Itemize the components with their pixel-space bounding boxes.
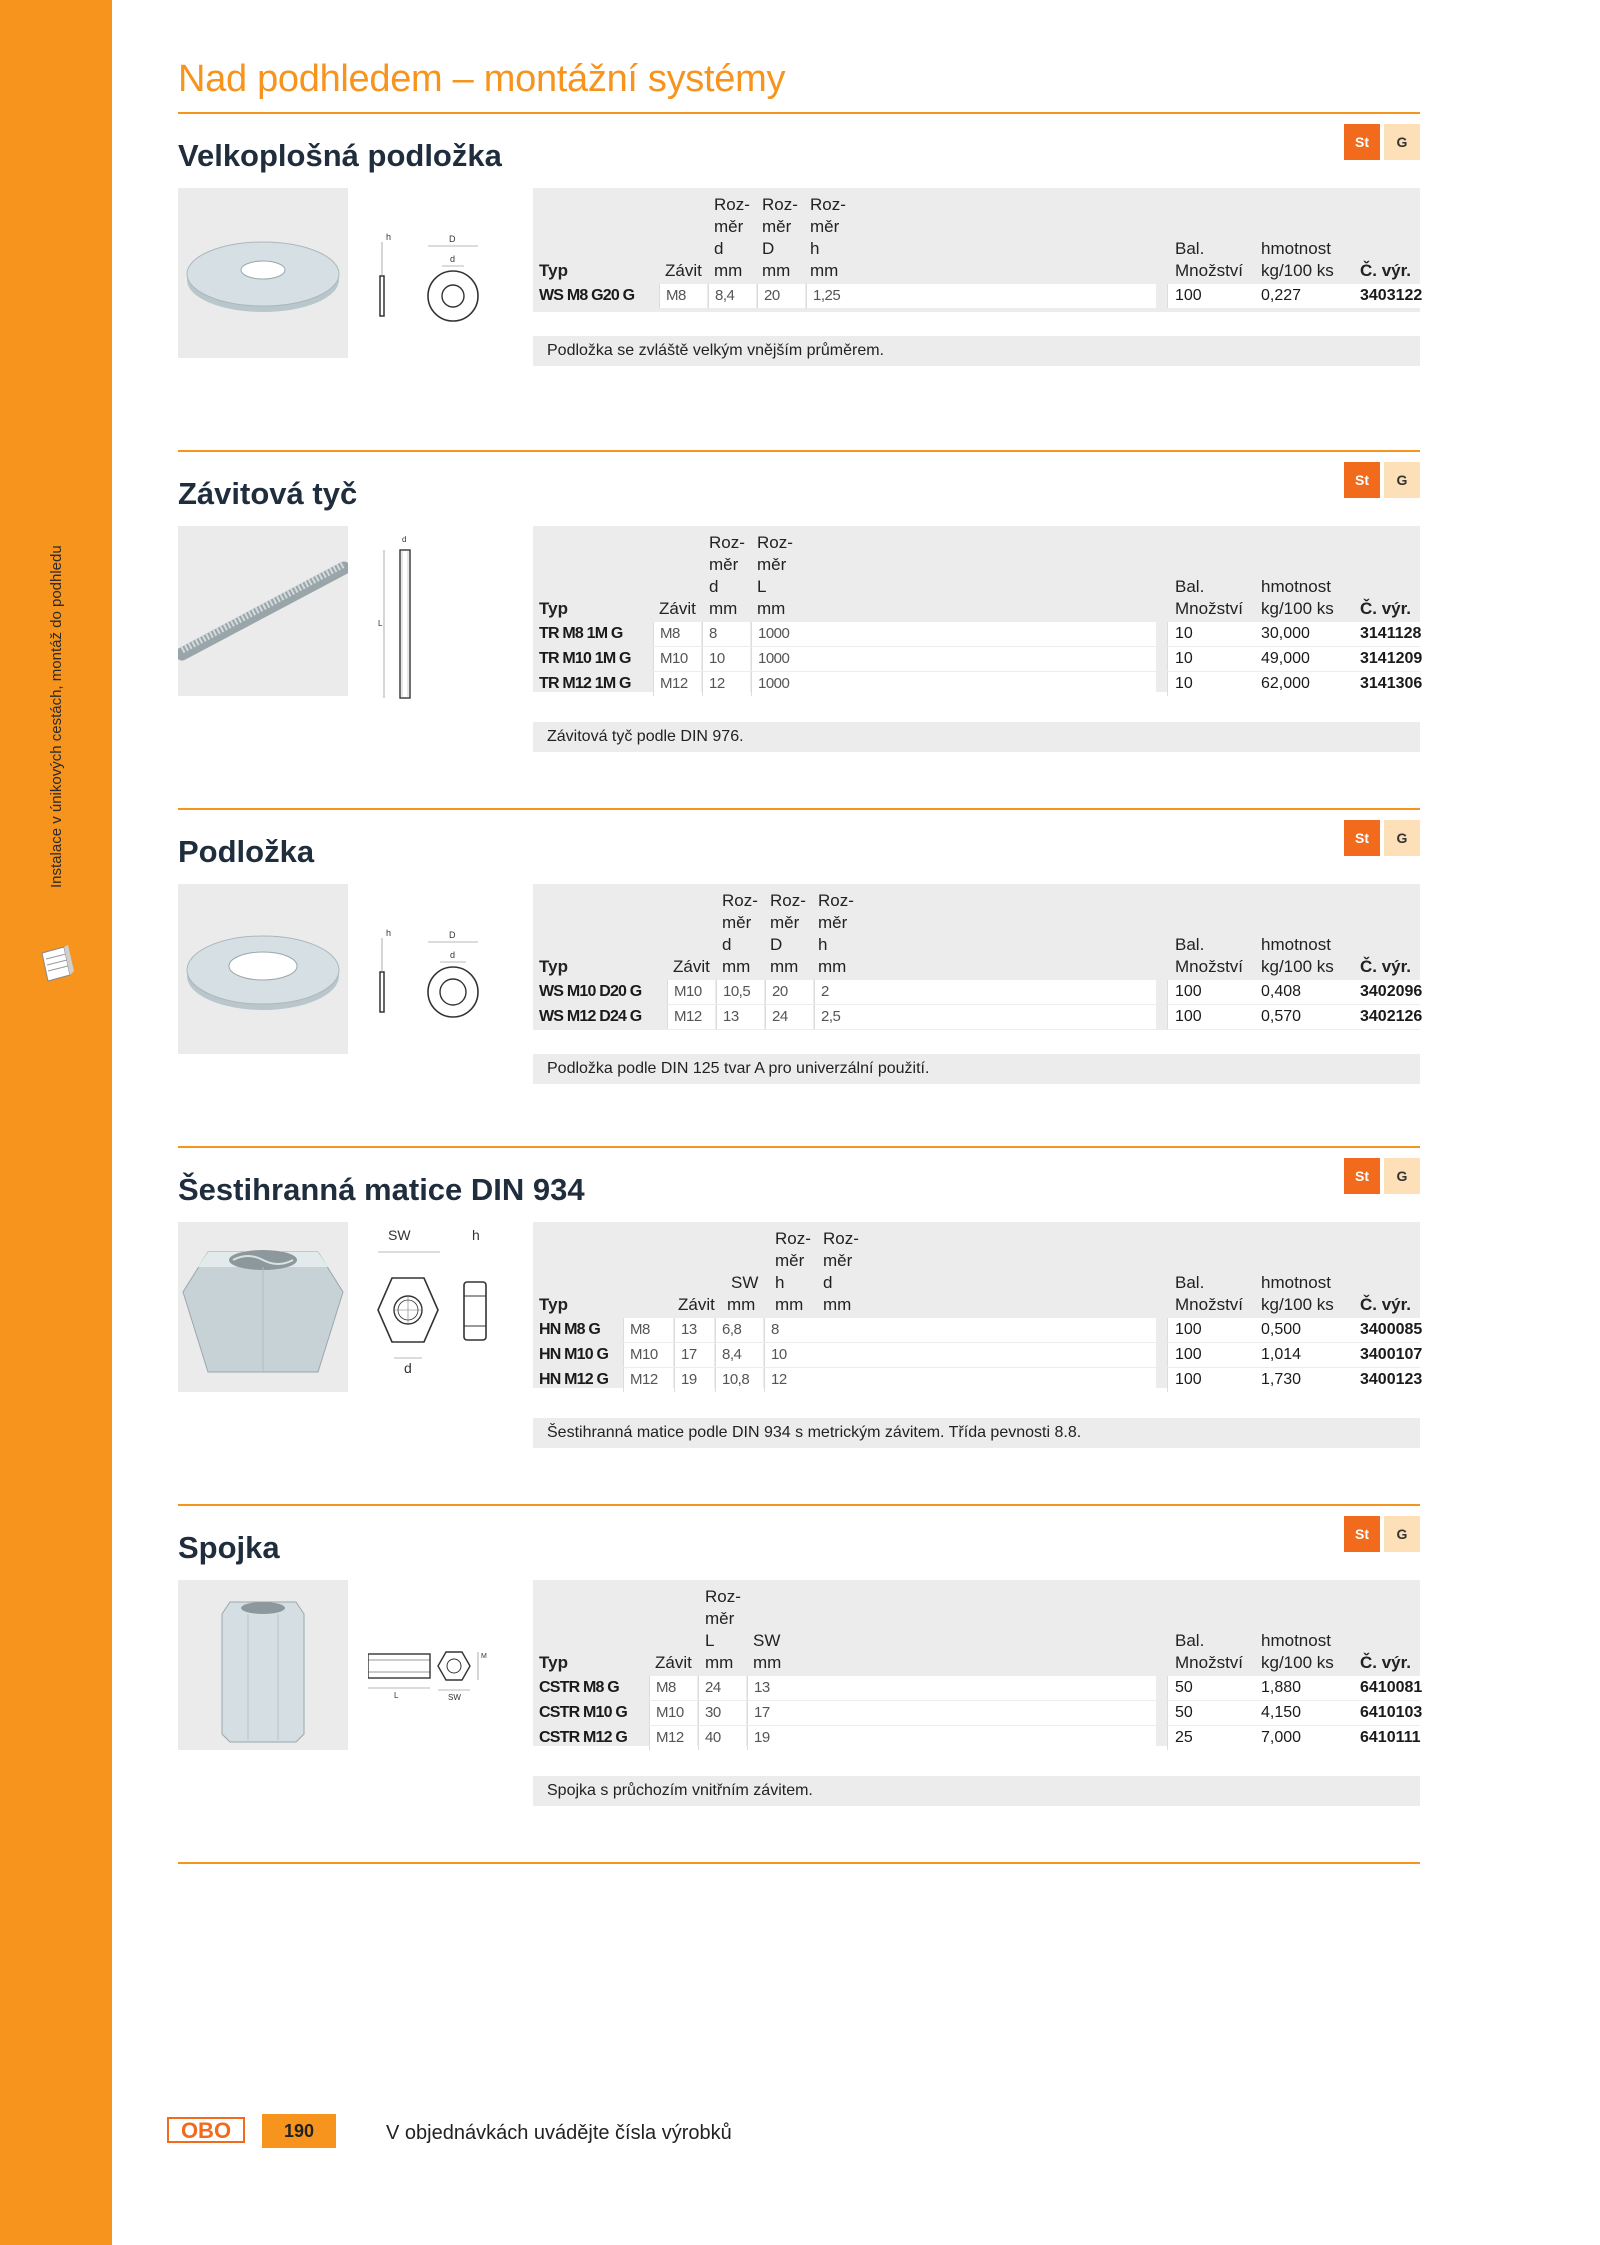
finish-badge-g: G [1384,1158,1420,1194]
technical-drawing [368,224,508,334]
table-row: CSTR M8 G M8 24 13 50 1,880 6410081 [533,1676,1420,1700]
section-title: Závitová tyč [178,476,358,511]
divider [178,112,1420,114]
product-table: Roz- měr d mm Roz- měr D mm Roz- měr h mm Typ Závit Bal. Množství hmotnost kg/100 ks Č. výr. WS M8 G20 G M8 8,4 20 1,25 100 0,227 3403122 [533,188,1420,312]
product-photo [178,1222,348,1392]
product-note: Podložka se zvláště velkým vnějším průměrem. [533,336,1420,366]
svg-text:d: d [404,1360,412,1376]
svg-text:OBO: OBO [180,2118,232,2143]
product-photo [178,884,348,1054]
svg-text:SW: SW [448,1693,461,1702]
technical-drawing [368,920,508,1030]
section-hex-nut [178,1158,1423,1458]
product-table: Roz- měr L mm SW mm Typ Závit Bal. Množství hmotnost kg/100 ks Č. výr. CSTR M8 G M8 24 13 50 1,880 6410081 CSTR M10 G M10 30 17 50 4,150 6410103 CSTR M12 G M12 40 19 25 7,000 6410111 [533,1580,1420,1746]
svg-text:h: h [472,1228,480,1243]
product-table: Roz- měr d mm Roz- měr D mm Roz- měr h mm Typ Závit Bal. Množství hmotnost kg/100 ks Č. výr. WS M10 D20 G M10 10,5 20 2 100 0,408 3402096 WS M12 D24 G M12 13 24 2,5 100 0,570 3402126 [533,884,1420,1030]
product-photo [178,188,348,358]
product-photo [178,1580,348,1750]
sidebar-label: Instalace v únikových cestách, montáž do podhledu [48,545,65,888]
section-washer [178,820,1423,1100]
divider [178,1862,1420,1864]
section-coupler [178,1516,1423,1816]
divider [178,450,1420,452]
technical-drawing [368,530,448,710]
sw-label: SW [388,1228,411,1243]
finish-badge-g: G [1384,1516,1420,1552]
technical-drawing [368,1228,508,1398]
product-note: Závitová tyč podle DIN 976. [533,722,1420,752]
material-badge-st: St [1344,462,1380,498]
product-table: SW mm Roz- měr h mm Roz- měr d mm Typ Závit Bal. Množství hmotnost kg/100 ks Č. výr. HN M8 G M8 13 6,8 8 100 0,500 3400085 HN M10 G M10 17 8,4 10 100 1,014 3400107 HN M12 G M12 19 10,8 12 100 1,730 3400123 [533,1222,1420,1388]
svg-text:h: h [386,928,392,938]
table-row: WS M8 G20 G M8 8,4 20 1,25 100 0,227 3403122 [533,284,1420,308]
table-row: CSTR M10 G M10 30 17 50 4,150 6410103 [533,1701,1420,1725]
table-row: HN M12 G M12 19 10,8 12 100 1,730 3400123 [533,1368,1420,1392]
divider [178,1504,1420,1506]
table-row: WS M12 D24 G M12 13 24 2,5 100 0,570 3402126 [533,1005,1420,1029]
ladder-icon [36,945,76,995]
table-row: HN M8 G M8 13 6,8 8 100 0,500 3400085 [533,1318,1420,1342]
svg-text:D: D [449,234,456,244]
finish-badge-g: G [1384,820,1420,856]
section-title: Šestihranná matice DIN 934 [178,1172,585,1207]
sidebar [0,0,112,2245]
table-row: TR M12 1M G M12 12 1000 10 62,000 3141306 [533,672,1420,696]
table-row: WS M10 D20 G M10 10,5 20 2 100 0,408 3402096 [533,980,1420,1004]
product-note: Spojka s průchozím vnitřním závitem. [533,1776,1420,1806]
divider [178,1146,1420,1148]
svg-text:D: D [449,930,456,940]
material-badge-st: St [1344,1516,1380,1552]
section-title: Spojka [178,1530,280,1565]
svg-text:d: d [450,254,456,264]
finish-badge-g: G [1384,462,1420,498]
section-title: Velkoplošná podložka [178,138,502,173]
page-title: Nad podhledem – montážní systémy [178,58,786,100]
product-photo [178,526,348,696]
svg-text:L: L [394,1691,399,1700]
section-threaded-rod [178,462,1423,762]
svg-text:d: d [402,535,407,544]
divider [178,808,1420,810]
page-number: 190 [262,2114,336,2148]
section-large-washer [178,124,1423,374]
material-badge-st: St [1344,124,1380,160]
table-row: TR M10 1M G M10 10 1000 10 49,000 3141209 [533,647,1420,671]
obo-logo [166,2114,246,2146]
product-note: Šestihranná matice podle DIN 934 s metrickým závitem. Třída pevnosti 8.8. [533,1418,1420,1448]
svg-text:h: h [386,232,392,242]
material-badge-st: St [1344,820,1380,856]
technical-drawing [368,1636,508,1726]
finish-badge-g: G [1384,124,1420,160]
product-note: Podložka podle DIN 125 tvar A pro univerzální použití. [533,1054,1420,1084]
table-row: CSTR M12 G M12 40 19 25 7,000 6410111 [533,1726,1420,1750]
section-title: Podložka [178,834,315,869]
svg-text:d: d [450,950,456,960]
product-table: Roz- měr d mm Roz- měr L mm Typ Závit Bal. Množství hmotnost kg/100 ks Č. výr. TR M8 1M G M8 8 1000 10 30,000 3141128 TR M10 1M G M10 10 1000 10 49,000 3141209 TR M12 1M G M12 12 1000 10 62,000 3141306 [533,526,1420,692]
table-row: HN M10 G M10 17 8,4 10 100 1,014 3400107 [533,1343,1420,1367]
footer-text: V objednávkách uvádějte čísla výrobků [386,2122,732,2144]
material-badge-st: St [1344,1158,1380,1194]
svg-text:L: L [378,619,383,628]
table-row: TR M8 1M G M8 8 1000 10 30,000 3141128 [533,622,1420,646]
svg-text:M: M [481,1653,487,1660]
